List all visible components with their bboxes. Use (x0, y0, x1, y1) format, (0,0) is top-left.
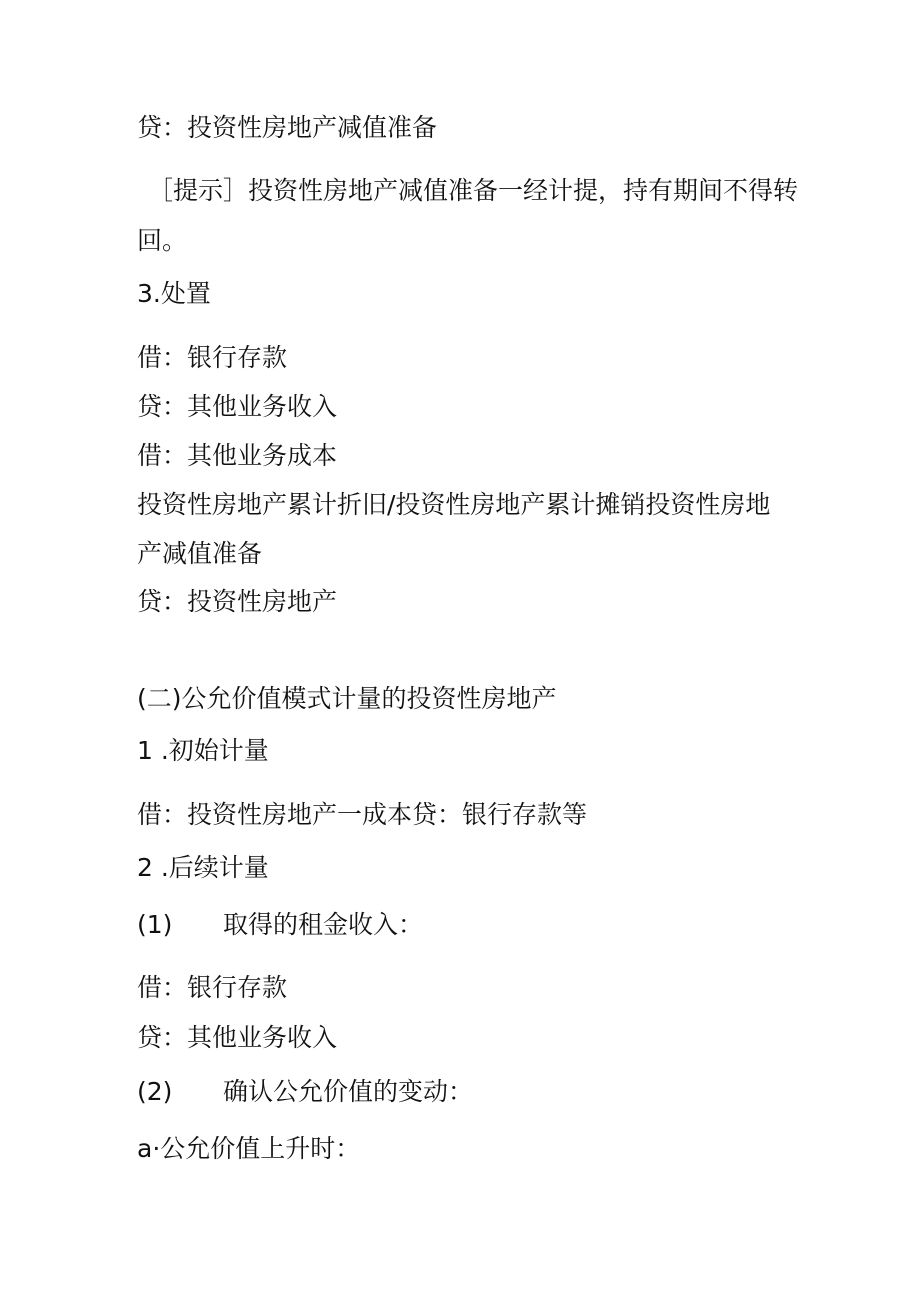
text-line-debit-bank: 借：银行存款 (137, 343, 288, 372)
item-number: (2) (137, 1077, 173, 1106)
hint-line: ［提示］投资性房地产减值准备一经计提，持有期间不得转 (148, 176, 799, 205)
subheading-initial-measurement: 1 .初始计量 (137, 736, 269, 765)
numbered-item-2 (137, 1077, 473, 1107)
text-line-accumulated-continued: 产减值准备 (137, 539, 263, 568)
text-line-1: 贷：投资性房地产减值准备 (137, 113, 438, 142)
text-line-initial-entry: 借：投资性房地产一成本贷：银行存款等 (137, 800, 588, 829)
text-line-credit-other-income: 贷：其他业务收入 (137, 392, 338, 421)
text-line-credit-investment: 贷：投资性房地产 (137, 587, 338, 616)
numbered-item-1 (137, 910, 423, 940)
text-line-debit-other-cost: 借：其他业务成本 (137, 441, 338, 470)
item-number: (1) (137, 910, 173, 939)
hint-line-continued: 回。 (137, 226, 188, 255)
text-line-debit-bank-2: 借：银行存款 (137, 973, 288, 1002)
text-line-accumulated: 投资性房地产累计折旧/投资性房地产累计摊销投资性房地 (137, 490, 771, 519)
item-text: 取得的租金收入： (223, 910, 424, 939)
text-line-fair-value-rise: a·公允价值上升时： (137, 1134, 361, 1163)
subheading-subsequent-measurement: 2 .后续计量 (137, 853, 269, 882)
section-heading-fair-value: (二)公允价值模式计量的投资性房地产 (137, 684, 557, 713)
section-heading-disposal: 3.处置 (137, 279, 211, 308)
item-text: 确认公允价值的变动： (223, 1077, 474, 1106)
text-line-credit-other-income-2: 贷：其他业务收入 (137, 1023, 338, 1052)
